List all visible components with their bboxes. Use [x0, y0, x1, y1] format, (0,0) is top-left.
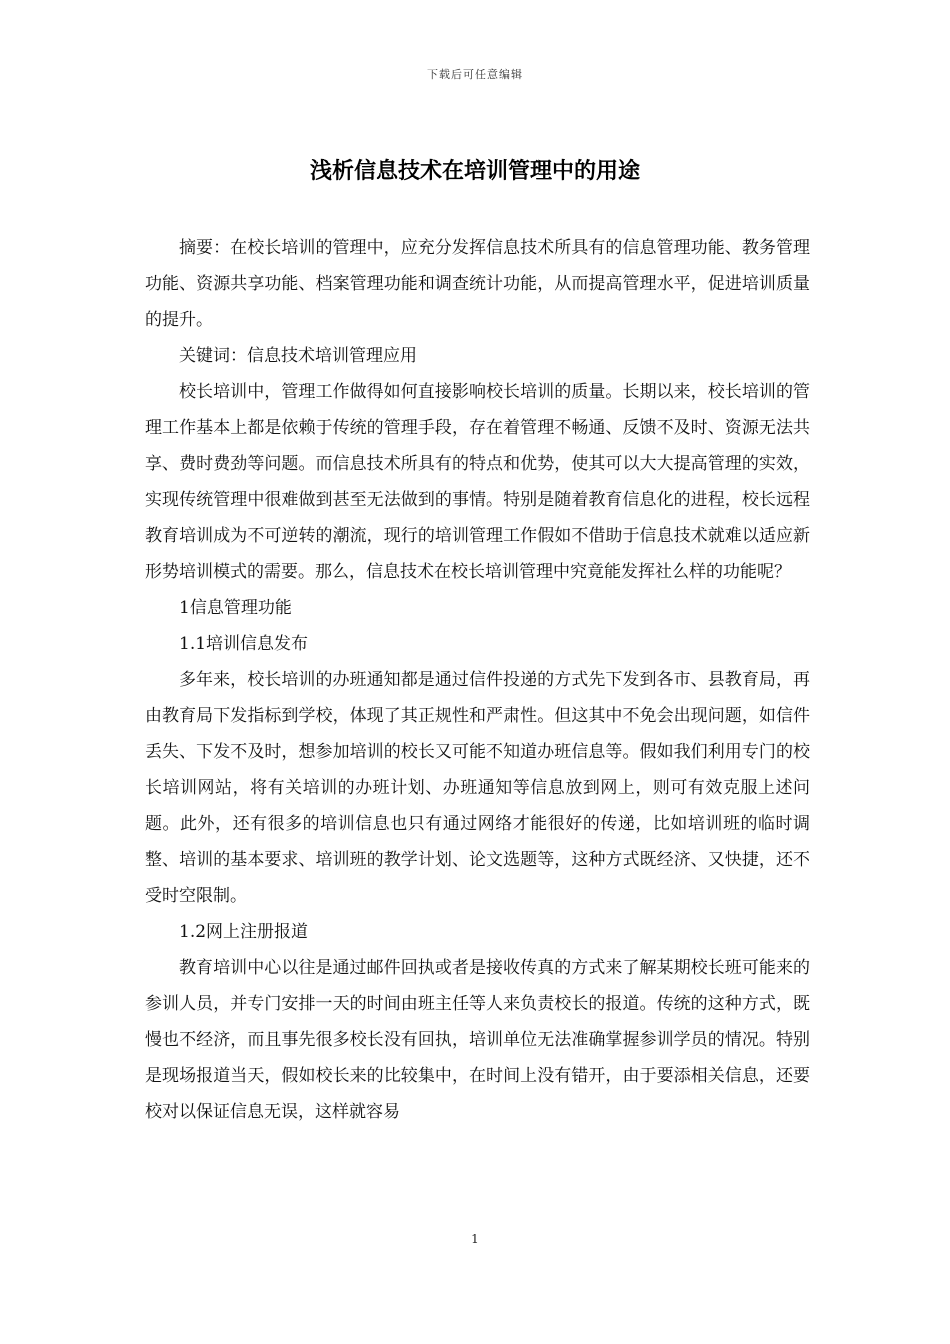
- subsection-heading-1-2: 1.2网上注册报道: [179, 922, 309, 942]
- page-number: 1: [471, 1232, 479, 1246]
- subsection-heading-1-1: 1.1培训信息发布: [179, 634, 309, 654]
- body-paragraph: 教育培训中心以往是通过邮件回执或者是接收传真的方式来了解某期校长班可能来的参训人员，并专门安排一天的时间由班主任等人来负责校长的报道。传统的这种方式，既慢也不经济，而且事先很多校长没有回执，培训单位无法准确掌握参训学员的情况。特别是现场报道当天，假如校长来的比较集中，在时间上没有错开，由于要添相关信息，还要校对以保证信息无误，这样就容易: [145, 958, 810, 1122]
- document-body: [145, 230, 810, 1130]
- body-paragraph: 多年来，校长培训的办班通知都是通过信件投递的方式先下发到各市、县教育局，再由教育局下发指标到学校，体现了其正规性和严肃性。但这其中不免会出现问题，如信件丢失、下发不及时，想参加培训的校长又可能不知道办班信息等。假如我们利用专门的校长培训网站，将有关培训的办班计划、办班通知等信息放到网上，则可有效克服上述问题。此外，还有很多的培训信息也只有通过网络才能很好的传递，比如培训班的临时调整、培训的基本要求、培训班的教学计划、论文选题等，这种方式既经济、又快捷，还不受时空限制。: [145, 670, 810, 906]
- section-heading-1: 1信息管理功能: [179, 598, 292, 618]
- keywords-paragraph: 关键词：信息技术培训管理应用: [179, 346, 417, 366]
- document-title: 浅析信息技术在培训管理中的用途: [309, 159, 640, 184]
- download-note: 下载后可任意编辑: [427, 68, 523, 81]
- intro-paragraph: 校长培训中，管理工作做得如何直接影响校长培训的质量。长期以来，校长培训的管理工作基本上都是依赖于传统的管理手段，存在着管理不畅通、反馈不及时、资源无法共享、费时费劲等问题。而信息技术所具有的特点和优势，使其可以大大提高管理的实效，实现传统管理中很难做到甚至无法做到的事情。特别是随着教育信息化的进程，校长远程教育培训成为不可逆转的潮流，现行的培训管理工作假如不借助于信息技术就难以适应新形势培训模式的需要。那么，信息技术在校长培训管理中究竟能发挥社么样的功能呢？: [145, 382, 810, 582]
- abstract-paragraph: 摘要：在校长培训的管理中，应充分发挥信息技术所具有的信息管理功能、教务管理功能、资源共享功能、档案管理功能和调查统计功能，从而提高管理水平，促进培训质量的提升。: [145, 238, 810, 330]
